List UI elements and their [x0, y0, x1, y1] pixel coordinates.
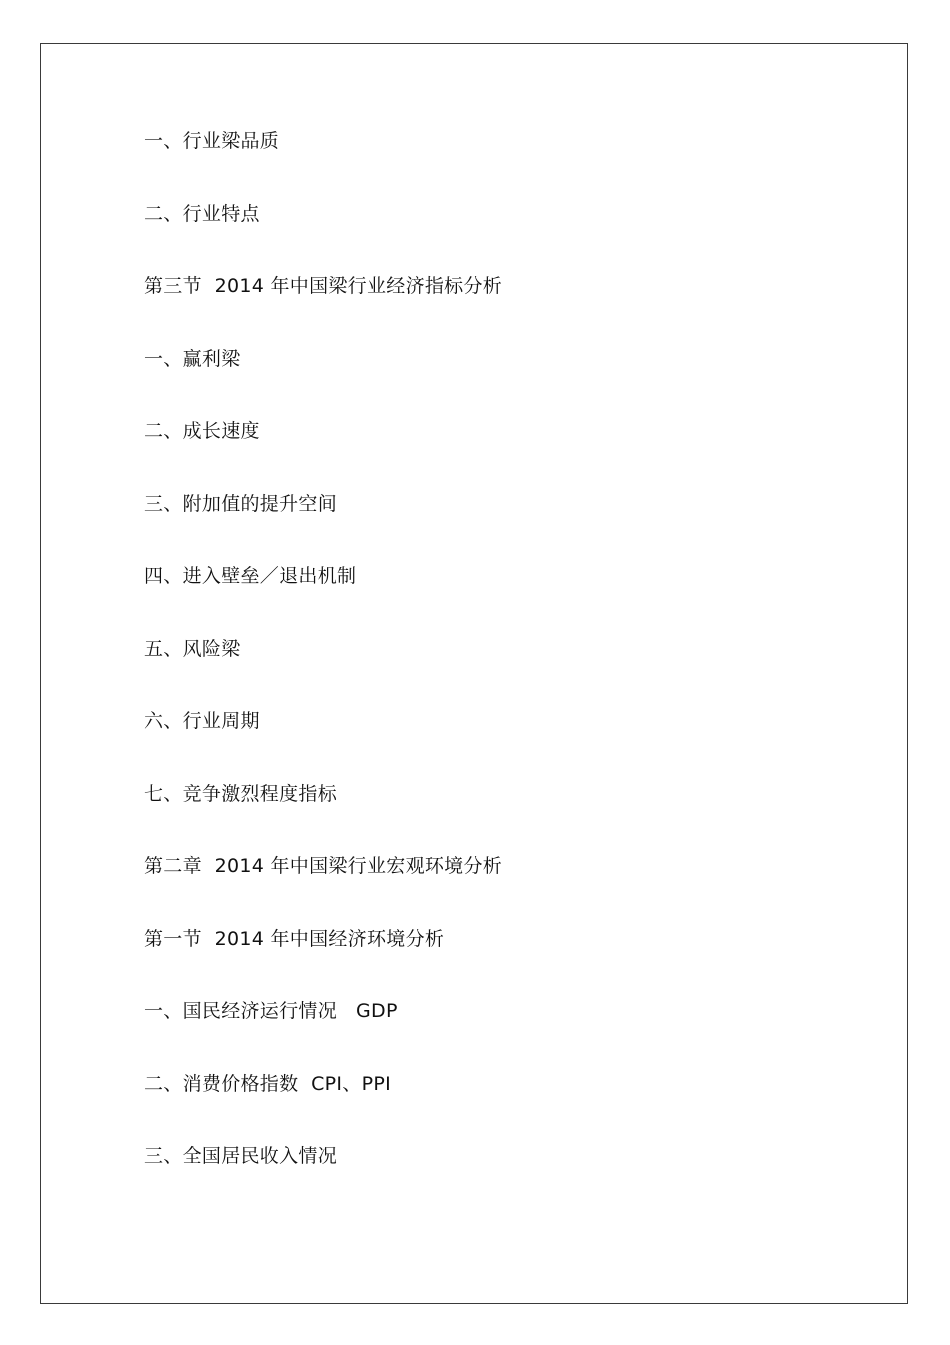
toc-item: 三、附加值的提升空间: [144, 492, 338, 515]
toc-item: 四、进入壁垒／退出机制: [144, 565, 357, 587]
toc-item: 一、国民经济运行情况 GDP: [144, 1000, 398, 1022]
toc-item: 三、全国居民收入情况: [144, 1145, 338, 1167]
toc-item: 七、竞争激烈程度指标: [144, 782, 338, 805]
toc-section-heading: 第三节 2014 年中国梁行业经济指标分析: [144, 275, 503, 297]
toc-section-heading: 第一节 2014 年中国经济环境分析: [144, 927, 445, 950]
toc-chapter-heading: 第二章 2014 年中国梁行业宏观环境分析: [144, 855, 503, 877]
toc-item: 二、行业特点: [144, 202, 260, 225]
toc-item: 六、行业周期: [144, 710, 260, 732]
table-of-contents: [144, 126, 502, 1214]
toc-item: 一、行业梁品质: [144, 130, 280, 152]
toc-item: 二、成长速度: [144, 420, 260, 442]
toc-item: 二、消费价格指数 CPI、PPI: [144, 1072, 392, 1095]
toc-item: 五、风险梁: [144, 637, 241, 660]
toc-item: 一、赢利梁: [144, 347, 241, 370]
